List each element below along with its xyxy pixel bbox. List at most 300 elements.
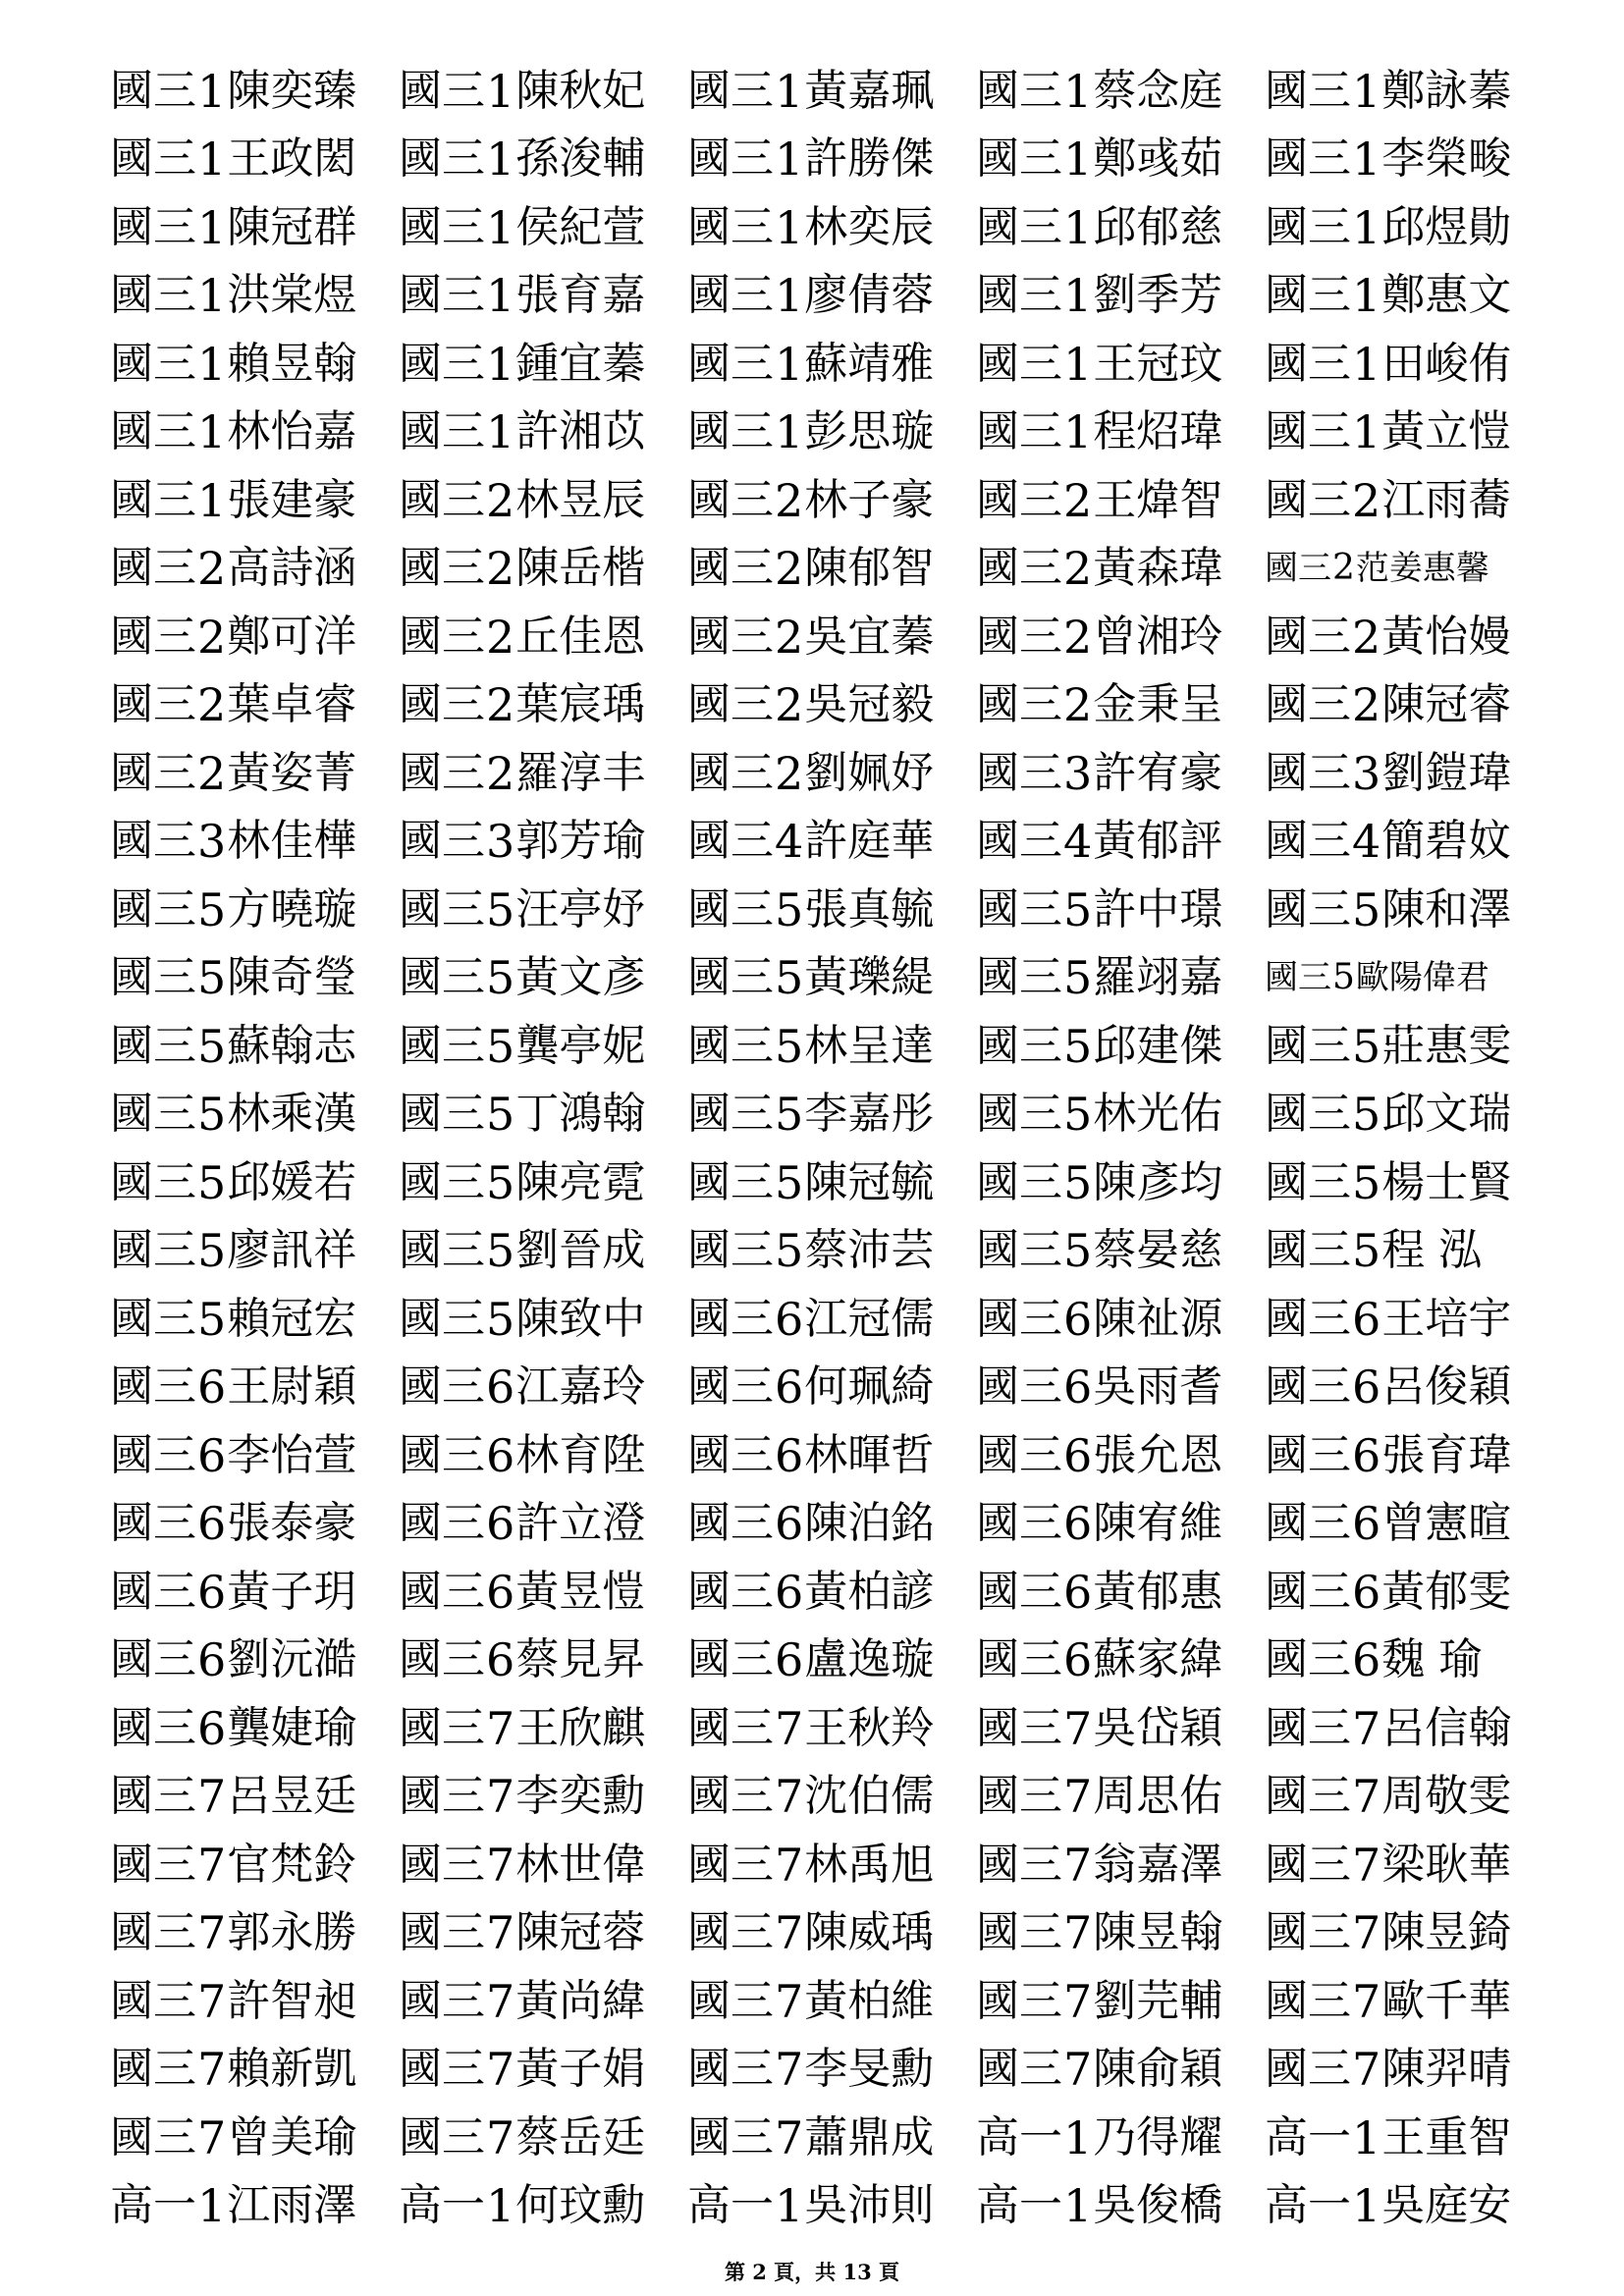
grade-label: 國三	[110, 816, 196, 867]
grade-label: 國三	[110, 65, 196, 116]
student-name: 呂信翰	[1381, 1702, 1512, 1753]
class-number: 7	[775, 2110, 804, 2164]
student-name: 張育嘉	[515, 270, 646, 321]
student-name: 陳冠群	[227, 201, 357, 252]
student-name: 許勝傑	[804, 133, 935, 185]
student-name: 孫浚輔	[515, 133, 646, 185]
student-name: 曾憲暄	[1381, 1498, 1512, 1549]
name-entry	[976, 1831, 1265, 1899]
class-number: 6	[775, 1565, 804, 1619]
class-number: 5	[775, 1224, 804, 1278]
name-entry	[110, 739, 399, 808]
grade-label: 國三	[687, 1566, 774, 1617]
grade-label: 國三	[110, 1975, 196, 2026]
student-name: 黃姿菁	[227, 747, 357, 798]
name-entry	[1265, 808, 1553, 877]
name-entry	[110, 671, 399, 740]
class-number: 6	[1063, 1361, 1093, 1415]
grade-label: 國三	[1265, 1839, 1351, 1890]
class-number: 7	[1063, 1838, 1093, 1892]
student-name: 王煒智	[1093, 474, 1223, 525]
name-entry	[110, 399, 399, 467]
grade-label: 國三	[399, 1089, 485, 1140]
class-number: 6	[1352, 1633, 1381, 1687]
student-name: 陳和澤	[1381, 883, 1512, 934]
class-number: 5	[486, 1155, 515, 1209]
grade-label: 國三	[687, 2111, 774, 2163]
student-name: 黃文彥	[515, 952, 646, 1003]
student-name: 林昱辰	[515, 474, 646, 525]
class-number: 6	[486, 1633, 515, 1687]
name-entry	[1265, 535, 1553, 604]
name-entry	[687, 1558, 976, 1627]
class-number: 5	[486, 1019, 515, 1073]
class-number: 5	[1352, 1019, 1381, 1073]
name-entry	[976, 1012, 1265, 1081]
name-entry	[687, 126, 976, 194]
name-entry	[687, 603, 976, 671]
class-number: 6	[775, 1497, 804, 1551]
grade-label: 國三	[1265, 2044, 1351, 2095]
grade-label: 國三	[687, 1498, 774, 1549]
student-name: 陳奇瑩	[227, 952, 357, 1003]
student-name: 田峻侑	[1381, 338, 1512, 389]
class-number: 2	[1063, 678, 1093, 732]
grade-label: 國三	[976, 65, 1062, 116]
grade-label: 國三	[110, 1634, 196, 1685]
name-entry	[687, 57, 976, 126]
name-entry	[1265, 1490, 1553, 1559]
student-name: 郭芳瑜	[515, 816, 646, 867]
class-number: 1	[1063, 405, 1093, 459]
student-name: 黃嘉珮	[804, 65, 935, 116]
grade-label: 國三	[1265, 474, 1351, 525]
grade-label: 國三	[1265, 611, 1351, 662]
grade-label: 國三	[687, 1429, 774, 1480]
grade-label: 國三	[1265, 1771, 1351, 1822]
class-number: 1	[486, 64, 515, 118]
class-number: 5	[775, 882, 804, 936]
name-entry	[399, 2036, 687, 2105]
name-entry	[110, 1285, 399, 1354]
class-number: 2	[1063, 542, 1093, 596]
class-number: 1	[197, 200, 227, 254]
class-number: 2	[775, 542, 804, 596]
class-number: 5	[197, 1155, 227, 1209]
name-entry	[1265, 1627, 1553, 1695]
class-number: 1	[1352, 269, 1381, 323]
grade-label: 國三	[110, 1362, 196, 1413]
class-number: 1	[197, 269, 227, 323]
name-entry	[399, 57, 687, 126]
student-name: 林世偉	[515, 1839, 646, 1890]
name-entry	[399, 1081, 687, 1149]
class-number: 5	[1352, 1088, 1381, 1142]
grade-label: 國三	[1265, 1020, 1351, 1071]
grade-label: 國三	[399, 543, 485, 594]
grade-label: 國三	[976, 201, 1062, 252]
student-name: 官梵鈴	[227, 1839, 357, 1890]
class-number: 5	[197, 1224, 227, 1278]
name-entry	[110, 2036, 399, 2105]
name-entry	[399, 126, 687, 194]
student-name: 程炤瑋	[1093, 406, 1223, 457]
name-entry	[1265, 262, 1553, 331]
student-name: 黃昱愷	[515, 1566, 646, 1617]
student-name: 黃立愷	[1381, 406, 1512, 457]
grade-label: 國三	[399, 1975, 485, 2026]
grade-label: 國三	[110, 2044, 196, 2095]
class-number: 7	[1352, 1906, 1381, 1960]
student-name: 江冠儒	[804, 1293, 935, 1344]
student-name: 翁嘉澤	[1093, 1839, 1223, 1890]
student-name: 林暉哲	[804, 1429, 935, 1480]
class-number: 3	[1352, 746, 1381, 800]
name-entry	[399, 1967, 687, 2036]
grade-label: 國三	[1265, 65, 1351, 116]
class-number: 2	[775, 610, 804, 664]
student-name: 王尉穎	[227, 1362, 357, 1413]
class-number: 1	[197, 405, 227, 459]
student-name: 曾湘玲	[1093, 611, 1223, 662]
grade-label: 國三	[687, 952, 774, 1003]
student-name: 江雨蕎	[1381, 474, 1512, 525]
name-entry	[1265, 1354, 1553, 1422]
student-name: 陳秋妃	[515, 65, 646, 116]
name-entry	[687, 808, 976, 877]
grade-label: 高一	[687, 2180, 774, 2231]
class-number: 5	[1352, 882, 1381, 936]
grade-label: 國三	[1265, 549, 1331, 589]
name-entry	[976, 1148, 1265, 1217]
grade-label: 國三	[399, 1020, 485, 1071]
class-number: 7	[1063, 2043, 1093, 2097]
class-number: 1	[486, 200, 515, 254]
grade-label: 國三	[976, 1839, 1062, 1890]
grade-label: 國三	[399, 816, 485, 867]
name-entry	[1265, 466, 1553, 535]
class-number: 1	[197, 337, 227, 391]
name-entry	[687, 1217, 976, 1286]
grade-label: 國三	[687, 1839, 774, 1890]
name-entry	[110, 330, 399, 399]
student-name: 汪亭妤	[515, 883, 646, 934]
student-name: 林怡嘉	[227, 406, 357, 457]
student-name: 許立澄	[515, 1498, 646, 1549]
student-name: 邱媛若	[227, 1156, 357, 1207]
name-entry	[976, 1899, 1265, 1968]
student-name: 陳岳楷	[515, 543, 646, 594]
student-name: 許智昶	[227, 1975, 357, 2026]
class-number: 5	[1063, 1155, 1093, 1209]
grade-label: 國三	[110, 679, 196, 730]
student-name: 蘇翰志	[227, 1020, 357, 1071]
grade-label: 國三	[1265, 883, 1351, 934]
grade-label: 國三	[976, 1225, 1062, 1276]
grade-label: 國三	[976, 1975, 1062, 2026]
grade-label: 國三	[1265, 958, 1331, 998]
class-number: 5	[197, 1292, 227, 1346]
student-name: 黃柏諺	[804, 1566, 935, 1617]
student-name: 丁鴻翰	[515, 1089, 646, 1140]
grade-label: 國三	[687, 1020, 774, 1071]
student-name: 蔡見昇	[515, 1634, 646, 1685]
name-entry	[976, 399, 1265, 467]
class-number: 2	[1352, 473, 1381, 527]
class-number: 5	[1352, 1155, 1381, 1209]
name-entry	[1265, 1285, 1553, 1354]
student-name: 許湘苡	[515, 406, 646, 457]
grade-label: 高一	[1265, 2111, 1351, 2163]
class-number: 2	[486, 678, 515, 732]
grade-label: 國三	[1265, 816, 1351, 867]
class-number: 6	[197, 1701, 227, 1755]
class-number: 6	[486, 1361, 515, 1415]
grade-label: 國三	[1265, 1429, 1351, 1480]
student-name: 林佳樺	[227, 816, 357, 867]
class-number: 6	[1063, 1428, 1093, 1482]
class-number: 5	[775, 1019, 804, 1073]
grade-label: 國三	[110, 474, 196, 525]
grade-label: 國三	[976, 1771, 1062, 1822]
grade-label: 國三	[976, 1156, 1062, 1207]
name-entry	[110, 808, 399, 877]
student-name: 吳沛則	[804, 2180, 935, 2231]
grade-label: 國三	[687, 1089, 774, 1140]
grade-label: 國三	[110, 133, 196, 185]
grade-label: 國三	[399, 474, 485, 525]
name-entry	[110, 876, 399, 944]
page-footer: 第 2 頁，共 13 頁	[724, 2260, 900, 2284]
grade-label: 高一	[399, 2180, 485, 2231]
student-name: 周敬雯	[1381, 1771, 1512, 1822]
grade-label: 國三	[687, 201, 774, 252]
name-entry	[399, 739, 687, 808]
student-name: 金秉呈	[1093, 679, 1223, 730]
grade-label: 國三	[687, 474, 774, 525]
grade-label: 國三	[110, 611, 196, 662]
class-number: 5	[486, 951, 515, 1005]
class-number: 7	[486, 2043, 515, 2097]
grade-label: 國三	[687, 1293, 774, 1344]
class-number: 1	[1352, 405, 1381, 459]
class-number: 1	[775, 133, 804, 187]
student-name: 陳俞穎	[1093, 2044, 1223, 2095]
grade-label: 國三	[976, 133, 1062, 185]
grade-label: 國三	[399, 133, 485, 185]
name-entry	[687, 2104, 976, 2172]
class-number: 7	[1063, 1770, 1093, 1824]
grade-label: 國三	[1265, 338, 1351, 389]
class-number: 7	[486, 1974, 515, 2028]
grade-label: 國三	[976, 952, 1062, 1003]
grade-label: 國三	[687, 1362, 774, 1413]
name-entry	[110, 535, 399, 604]
grade-label: 國三	[1265, 133, 1351, 185]
grade-label: 國三	[976, 1429, 1062, 1480]
grade-label: 國三	[976, 1907, 1062, 1958]
grade-label: 國三	[976, 1634, 1062, 1685]
name-entry	[687, 1967, 976, 2036]
class-number: 2	[197, 610, 227, 664]
class-number: 7	[775, 1838, 804, 1892]
grade-label: 國三	[976, 270, 1062, 321]
student-name: 鄭惠文	[1381, 270, 1512, 321]
student-name: 劉鎧瑋	[1381, 747, 1512, 798]
name-entry	[1265, 2036, 1553, 2105]
name-entry	[687, 671, 976, 740]
grade-label: 國三	[687, 1771, 774, 1822]
student-name: 張建豪	[227, 474, 357, 525]
name-entry	[399, 1694, 687, 1763]
student-name: 何珮綺	[804, 1362, 935, 1413]
class-number: 6	[1352, 1565, 1381, 1619]
grade-label: 國三	[976, 1702, 1062, 1753]
class-number: 7	[197, 1974, 227, 2028]
class-number: 1	[775, 2179, 804, 2233]
name-entry	[976, 1558, 1265, 1627]
class-number: 1	[486, 269, 515, 323]
class-number: 1	[775, 200, 804, 254]
class-number: 5	[197, 1088, 227, 1142]
name-entry	[687, 876, 976, 944]
name-entry	[687, 1627, 976, 1695]
grade-label: 國三	[687, 270, 774, 321]
grade-label: 國三	[687, 883, 774, 934]
grade-label: 國三	[976, 338, 1062, 389]
name-entry	[976, 535, 1265, 604]
student-name: 林呈達	[804, 1020, 935, 1071]
student-name: 黃柏維	[804, 1975, 935, 2026]
student-name: 許宥豪	[1093, 747, 1223, 798]
name-entry	[110, 1421, 399, 1490]
grade-label: 國三	[976, 611, 1062, 662]
class-number: 7	[486, 1770, 515, 1824]
student-name: 陳致中	[515, 1293, 646, 1344]
name-entry	[1265, 330, 1553, 399]
student-name: 劉姵妤	[804, 747, 935, 798]
student-name: 蔡晏慈	[1093, 1225, 1223, 1276]
student-name: 蘇靖雅	[804, 338, 935, 389]
name-entry	[976, 2036, 1265, 2105]
class-number: 5	[1063, 1224, 1093, 1278]
grade-label: 國三	[399, 2044, 485, 2095]
class-number: 6	[486, 1565, 515, 1619]
student-name: 陳亮霓	[515, 1156, 646, 1207]
class-number: 6	[1352, 1428, 1381, 1482]
class-number: 2	[486, 473, 515, 527]
grade-label: 國三	[1265, 1907, 1351, 1958]
grade-label: 國三	[687, 543, 774, 594]
name-entry	[110, 944, 399, 1013]
student-name: 鄭可洋	[227, 611, 357, 662]
name-entry	[110, 466, 399, 535]
student-name: 吳宜蓁	[804, 611, 935, 662]
class-number: 1	[775, 269, 804, 323]
name-entry	[976, 1081, 1265, 1149]
grade-label: 國三	[976, 1020, 1062, 1071]
student-name: 劉季芳	[1093, 270, 1223, 321]
class-number: 2	[775, 473, 804, 527]
class-number: 1	[197, 133, 227, 187]
name-entry	[1265, 399, 1553, 467]
name-entry	[1265, 603, 1553, 671]
grade-label: 國三	[110, 1429, 196, 1480]
student-name: 李嘉彤	[804, 1089, 935, 1140]
grade-label: 國三	[399, 1907, 485, 1958]
name-entry	[687, 330, 976, 399]
class-number: 6	[197, 1497, 227, 1551]
student-name: 林光佑	[1093, 1089, 1223, 1140]
class-number: 5	[1063, 951, 1093, 1005]
name-entry	[1265, 1012, 1553, 1081]
class-number: 6	[775, 1361, 804, 1415]
name-entry	[110, 1967, 399, 2036]
grade-label: 國三	[687, 611, 774, 662]
student-name: 莊惠雯	[1381, 1020, 1512, 1071]
name-entry	[399, 1421, 687, 1490]
name-entry	[1265, 1558, 1553, 1627]
grade-label: 國三	[399, 1225, 485, 1276]
name-entry	[399, 1763, 687, 1832]
student-name: 黃子娟	[515, 2044, 646, 2095]
student-name: 沈伯儒	[804, 1771, 935, 1822]
name-entry	[687, 2036, 976, 2105]
student-name: 丘佳恩	[515, 611, 646, 662]
name-entry	[687, 1831, 976, 1899]
class-number: 7	[197, 1770, 227, 1824]
name-entry	[687, 1012, 976, 1081]
name-entry	[399, 1899, 687, 1968]
class-number: 1	[486, 337, 515, 391]
student-name: 王培宇	[1381, 1293, 1512, 1344]
class-number: 5	[486, 1224, 515, 1278]
class-number: 1	[1352, 200, 1381, 254]
class-number: 6	[197, 1633, 227, 1687]
name-entry	[976, 466, 1265, 535]
name-entry	[110, 57, 399, 126]
name-entry	[399, 1831, 687, 1899]
class-number: 1	[486, 133, 515, 187]
student-name: 盧逸璇	[804, 1634, 935, 1685]
name-entry	[687, 535, 976, 604]
name-entry	[1265, 193, 1553, 262]
grade-label: 國三	[687, 2044, 774, 2095]
student-name: 黃子玥	[227, 1566, 357, 1617]
grade-label: 國三	[1265, 1089, 1351, 1140]
name-entry	[1265, 1763, 1553, 1832]
name-entry	[399, 1490, 687, 1559]
student-name: 江雨澤	[227, 2180, 357, 2231]
student-name: 林子豪	[804, 474, 935, 525]
name-entry	[1265, 2172, 1553, 2241]
name-entry	[110, 1899, 399, 1968]
student-name: 江嘉玲	[515, 1362, 646, 1413]
name-entry	[110, 1627, 399, 1695]
grade-label: 國三	[1265, 1975, 1351, 2026]
student-name: 陳祉源	[1093, 1293, 1223, 1344]
class-number: 5	[1063, 1088, 1093, 1142]
grade-label: 國三	[687, 816, 774, 867]
grade-label: 國三	[1265, 679, 1351, 730]
name-entry	[976, 126, 1265, 194]
grade-label: 國三	[399, 1566, 485, 1617]
class-number: 1	[1063, 133, 1093, 187]
class-number: 1	[1063, 2179, 1093, 2233]
grade-label: 國三	[110, 201, 196, 252]
grade-label: 高一	[976, 2111, 1062, 2163]
student-name: 龔婕瑜	[227, 1702, 357, 1753]
